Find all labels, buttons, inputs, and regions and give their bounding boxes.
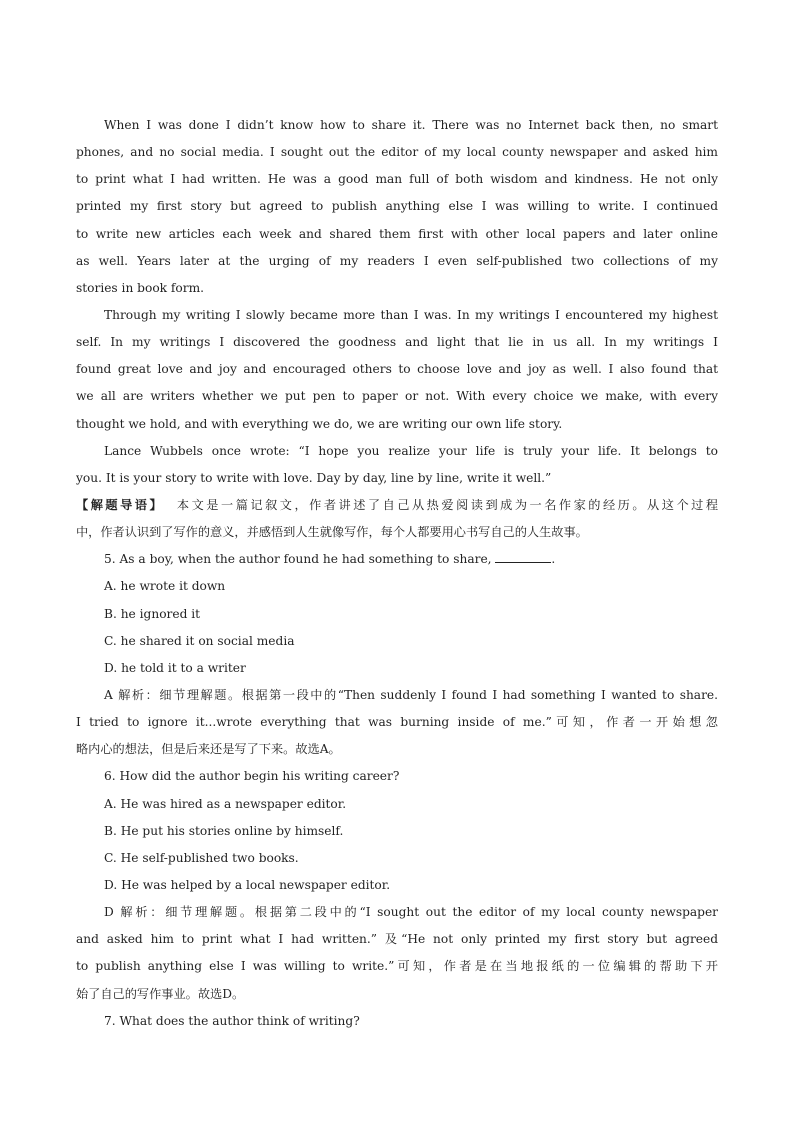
question-6 (76, 763, 718, 1007)
document-page (76, 112, 718, 1035)
question-7 (76, 1008, 718, 1035)
text-line: we all are writers whether we put pen to paper or not. With every choice we make, with every (76, 389, 718, 404)
option-a: A. he wrote it down (104, 579, 226, 594)
passage-paragraph-2 (76, 302, 718, 438)
question-5 (76, 546, 718, 763)
text-line: to write new articles each week and shared them first with other local papers and later online (76, 226, 718, 241)
option-c: C. he shared it on social media (104, 633, 295, 648)
analysis-line: 略内心的想法，但是后来还是写了下来。故选A。 (76, 742, 341, 757)
text-line: Through my writing I slowly became more than I was. In my writings I encountered my highest (104, 307, 718, 322)
guide-text: 本文是一篇记叙文，作者讲述了自己从热爱阅读到成为一名作家的经历。从这个过程 (176, 497, 718, 512)
text-line: printed my first story but agreed to publish anything else I was willing to write. I continued (76, 199, 718, 214)
solution-guide (76, 492, 718, 546)
guide-label: 【解题导语】 (76, 497, 165, 512)
question-stem: 7. What does the author think of writing? (104, 1013, 360, 1028)
passage-paragraph-1 (76, 112, 718, 302)
text-line (76, 492, 718, 519)
option-b: B. he ignored it (104, 606, 201, 621)
analysis-line: A 解析：细节理解题。根据第一段中的“Then suddenly I found I had something I wanted to share. (104, 687, 718, 702)
option-d: D. He was helped by a local newspaper editor. (104, 877, 391, 892)
option-b: B. He put his stories online by himself. (104, 823, 344, 838)
analysis-line: I tried to ignore it...wrote everything that was burning inside of me.”可知，作者一开始想忽 (76, 715, 718, 730)
analysis-line: 始了自己的写作事业。故选D。 (76, 986, 245, 1001)
option-d: D. he told it to a writer (104, 660, 246, 675)
analysis-line: D 解析：细节理解题。根据第二段中的“I sought out the editor of my local county newspaper (104, 905, 718, 920)
text-line: stories in book form. (76, 280, 205, 295)
answer-blank (495, 550, 551, 563)
text-line: thought we hold, and with everything we do, we are writing our own life story. (76, 416, 563, 431)
analysis-line: to publish anything else I was willing to write.”可知，作者是在当地报纸的一位编辑的帮助下开 (76, 959, 718, 974)
passage-paragraph-3 (76, 438, 718, 492)
text-line: as well. Years later at the urging of my readers I even self-published two collections of my (76, 253, 718, 268)
question-stem: 6. How did the author begin his writing career? (104, 769, 400, 784)
option-a: A. He was hired as a newspaper editor. (104, 796, 347, 811)
question-stem: 5. As a boy, when the author found he had something to share, . (104, 552, 556, 567)
text-line: Lance Wubbels once wrote: “I hope you realize your life is truly your life. It belongs to (104, 443, 718, 458)
text-line: to print what I had written. He was a good man full of both wisdom and kindness. He not only (76, 172, 718, 187)
text-line: phones, and no social media. I sought out the editor of my local county newspaper and asked him (76, 145, 718, 160)
text-line: found great love and joy and encouraged others to choose love and joy as well. I also found that (76, 362, 718, 377)
text-line: 中，作者认识到了写作的意义，并感悟到人生就像写作，每个人都要用心书写自己的人生故事。 (76, 525, 588, 540)
text-line: When I was done I didn’t know how to share it. There was no Internet back then, no smart (104, 118, 718, 132)
option-c: C. He self-published two books. (104, 850, 299, 865)
text-line: self. In my writings I discovered the goodness and light that lie in us all. In my writings I (76, 335, 718, 350)
analysis-line: and asked him to print what I had written.” 及“He not only printed my first story but agreed (76, 932, 718, 947)
text-line: you. It is your story to write with love. Day by day, line by line, write it well.” (76, 470, 552, 485)
